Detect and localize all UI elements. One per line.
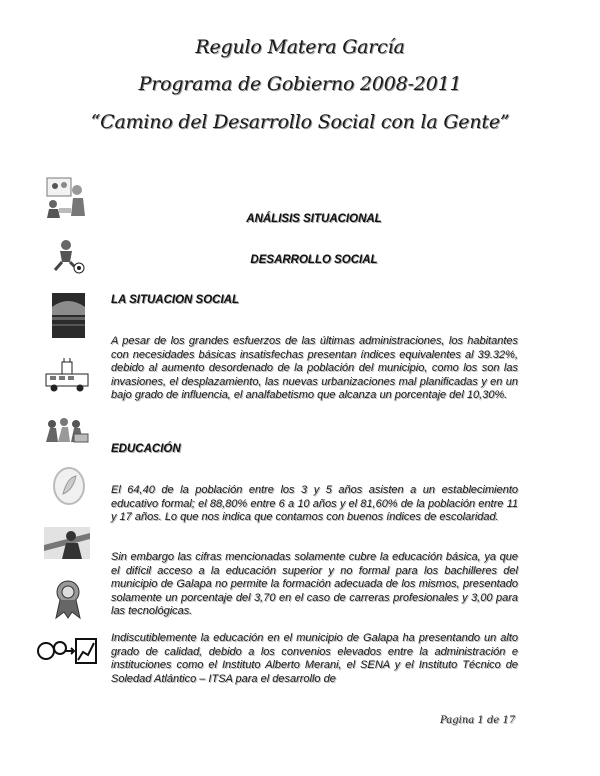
heading-situacion-social: LA SITUACION SOCIAL [111,294,239,306]
paragraph-calidad-educacion: Indiscutiblemente la educación en el municipio de Galapa ha presentando un alto grado de calidad, debido a los convenios elevados entre la administración e instituciones como el Instituto Alberto Merani, el SENA y el Instituto Técnico de Soledad Atlántico – ITSA para el desarrollo de [111,632,518,685]
award-medal-icon [50,578,86,620]
heading-analisis-situacional: ANÁLISIS SITUACIONAL [246,213,382,225]
candidate-name: Regulo Matera García [195,36,405,58]
school-bus-icon [44,358,90,394]
page-number: Pagina 1 de 17 [440,715,516,726]
teacher-clipart-icon [45,176,87,218]
ideas-chart-icon [36,636,98,666]
leaf-seal-icon [52,466,86,506]
paragraph-situacion-social: A pesar de los grandes esfuerzos de las últimas administraciones, los habitantes con necesidades básicas insatisfechas presentan índices equivalentes al 39.32%, debido al aumento desordenado de la población del municipio, como los son las invasiones, el desplazamiento, las nuevas urbanizaciones mal planificadas y en un bajo grado de influencia, el analfabetismo que alcanza un porcentaje del 10,30%. [111,335,518,401]
stadium-photo-icon [52,293,85,338]
soccer-kid-icon [50,238,86,274]
program-title: Programa de Gobierno 2008-2011 [138,73,462,95]
paragraph-educacion-superior: Sin embargo las cifras mencionadas solamente cubre la educación básica, ya que el difícil acceso a la educación superior y no formal para los bachilleres del municipio de Galapa no permite la formación adecuada de los mismos, presentado solamente un porcentaje del 3,70 en el caso de carreras profesionales y 3,00 para las tecnológicas. [111,551,518,617]
children-group-icon [44,416,90,446]
paragraph-escolaridad: El 64,40 de la población entre los 3 y 5 años asisten a un establecimiento educativo formal; el 88,80% entre 6 a 10 años y el 81,60% de la población entre 11 y 17 años. Lo que nos indica que contamos con buenos índices de escolaridad. [111,484,518,523]
program-slogan: “Camino del Desarrollo Social con la Gente” [90,111,510,133]
heading-desarrollo-social: DESARROLLO SOCIAL [250,254,378,266]
heading-educacion: EDUCACIÓN [111,443,181,455]
person-photo-icon [44,527,90,559]
